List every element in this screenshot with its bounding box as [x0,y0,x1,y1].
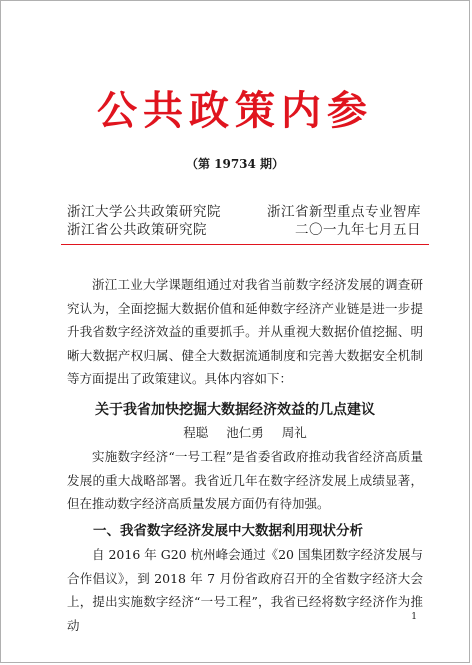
org-left-1: 浙江大学公共政策研究院 [67,204,221,220]
org-row-1 [67,203,421,221]
body-paragraph-1: 实施数字经济“一号工程”是省委省政府推动我省经济高质量发展的重大战略部署。我省近几年在数字经济发展上成绩显著，但在推动数字经济高质量发展方面仍有待加强。 [67,449,423,511]
masthead-title: 公共政策内参 [97,87,373,134]
intro-paragraph: 浙江工业大学课题组通过对我省当前数字经济发展的调查研究认为，全面挖掘大数据价值和延伸数字经济产业链是进一步提升我省数字经济效益的重要抓手。并从重视大数据价值挖掘、明晰大数据产权归属、健全大数据流通制度和完善大数据安全机制等方面提出了政策建议。具体内容如下： [67,277,423,386]
org-left-2: 浙江省公共政策研究院 [67,222,207,238]
header-divider [61,244,429,245]
org-right-1: 浙江省新型重点专业智库 [267,204,421,220]
page-number: 1 [411,612,417,622]
body-paragraph-2: 自 2016 年 G20 杭州峰会通过《20 国集团数字经济发展与合作倡议》，到 2018 年 7 月份省政府召开的全省数字经济大会上，提出实施数字经济“一号工程”，我省已经将数字经济作为推动 [67,547,423,633]
publish-date: 二〇一九年七月五日 [295,222,421,238]
article-authors: 程聪 池仁勇 周礼 [183,425,307,440]
article-title: 关于我省加快挖掘大数据经济效益的几点建议 [95,402,375,418]
org-row-2 [67,221,421,239]
section-heading-1: 一、我省数字经济发展中大数据利用现状分析 [93,523,363,539]
issue-number: （第 19734 期） [185,157,285,171]
